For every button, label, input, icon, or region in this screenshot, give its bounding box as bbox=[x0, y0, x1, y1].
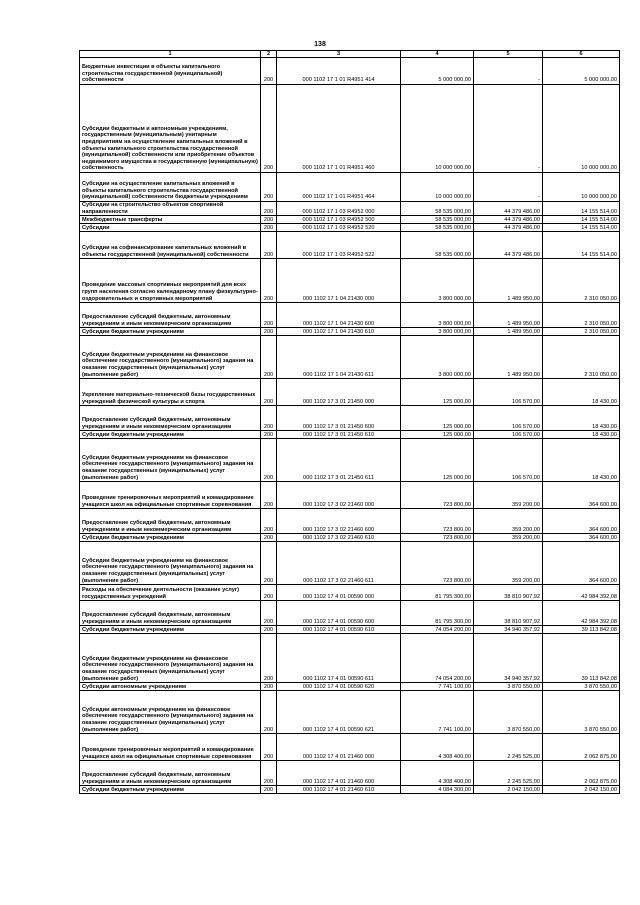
row-approved-amount: 125 000,00 bbox=[401, 439, 474, 482]
row-executed-amount: 2 042 150,00 bbox=[474, 786, 543, 794]
row-executed-amount: 1 489 950,00 bbox=[474, 259, 543, 303]
row-line-code: 200 bbox=[261, 585, 277, 601]
row-unexecuted-amount: 364 600,00 bbox=[543, 482, 620, 509]
row-unexecuted-amount: 18 430,00 bbox=[543, 439, 620, 482]
row-approved-amount: 7 741 100,00 bbox=[401, 683, 474, 691]
row-classification-code: 000 1102 17 4 01 21460 610 bbox=[277, 786, 401, 794]
row-line-code: 200 bbox=[261, 224, 277, 232]
row-line-code: 200 bbox=[261, 509, 277, 534]
row-classification-code: 000 1102 17 4 01 00590 621 bbox=[277, 691, 401, 734]
row-name: Субсидии бюджетным и автономным учреждениям, государственным (муниципальным) унитарным предприятиям на осуществление капитальных вложений в объекты капитального строительства государственной (муниципальной) собственности или приобретение объектов недвижимого имущества в государственную (муниципальную) собственность bbox=[80, 85, 261, 173]
row-name: Субсидии бюджетным учреждениям на финансовое обеспечение государственного (муниципального) задания на оказание государственных (муниципальных) услуг (выполнение работ) bbox=[80, 542, 261, 585]
row-classification-code: 000 1102 17 4 01 00590 000 bbox=[277, 585, 401, 601]
row-unexecuted-amount: 14 155 514,00 bbox=[543, 202, 620, 216]
row-name: Укрепление материально-технической базы государственных учреждений физической культуры и спорта bbox=[80, 379, 261, 406]
row-unexecuted-amount: 364 600,00 bbox=[543, 534, 620, 542]
table-row bbox=[80, 585, 620, 601]
row-line-code: 200 bbox=[261, 379, 277, 406]
row-executed-amount: 2 245 525,00 bbox=[474, 761, 543, 786]
row-classification-code: 000 1102 17 3 02 21460 610 bbox=[277, 534, 401, 542]
row-executed-amount: 44 379 486,00 bbox=[474, 216, 543, 224]
row-line-code: 200 bbox=[261, 336, 277, 379]
row-executed-amount: 34 940 357,92 bbox=[474, 634, 543, 683]
row-classification-code: 000 1102 17 4 01 00590 611 bbox=[277, 634, 401, 683]
row-name: Субсидии бюджетным учреждениям bbox=[80, 786, 261, 794]
row-approved-amount: 7 741 100,00 bbox=[401, 691, 474, 734]
row-name: Проведение массовых спортивных мероприятий для всех групп населения согласно календарному плану физкультурно-оздоровительных и спортивных мероприятий bbox=[80, 259, 261, 303]
row-unexecuted-amount: 3 870 550,00 bbox=[543, 683, 620, 691]
row-approved-amount: 125 000,00 bbox=[401, 379, 474, 406]
row-unexecuted-amount: 18 430,00 bbox=[543, 379, 620, 406]
row-executed-amount: 359 200,00 bbox=[474, 542, 543, 585]
row-line-code: 200 bbox=[261, 259, 277, 303]
row-name: Субсидии bbox=[80, 224, 261, 232]
row-name: Субсидии бюджетным учреждениям bbox=[80, 626, 261, 634]
header-col-3: 3 bbox=[277, 51, 401, 58]
row-name: Проведение тренировочных мероприятий и командирование учащихся школ на официальные спортивные соревнования bbox=[80, 482, 261, 509]
row-line-code: 200 bbox=[261, 601, 277, 626]
row-name: Расходы на обеспечение деятельности (оказание услуг) государственных учреждений bbox=[80, 585, 261, 601]
row-classification-code: 000 1102 17 1 01 R4951 464 bbox=[277, 173, 401, 202]
row-executed-amount: 38 810 907,92 bbox=[474, 585, 543, 601]
row-unexecuted-amount: 39 113 842,08 bbox=[543, 634, 620, 683]
row-name: Субсидии бюджетным учреждениям на финансовое обеспечение государственного (муниципального) задания на оказание государственных (муниципальных) услуг (выполнение работ) bbox=[80, 634, 261, 683]
row-approved-amount: 4 308 400,00 bbox=[401, 761, 474, 786]
table-row bbox=[80, 542, 620, 585]
row-unexecuted-amount: 364 600,00 bbox=[543, 542, 620, 585]
row-name: Бюджетные инвестиции в объекты капитального строительства государственной (муниципальной) собственности bbox=[80, 58, 261, 85]
table-row bbox=[80, 626, 620, 634]
table-row bbox=[80, 734, 620, 761]
row-line-code: 200 bbox=[261, 482, 277, 509]
table-row bbox=[80, 216, 620, 224]
row-name: Субсидии бюджетным учреждениям на финансовое обеспечение государственного (муниципального) задания на оказание государственных (муниципальных) услуг (выполнение работ) bbox=[80, 439, 261, 482]
table-row bbox=[80, 259, 620, 303]
row-classification-code: 000 1102 17 4 01 00590 610 bbox=[277, 626, 401, 634]
row-line-code: 200 bbox=[261, 328, 277, 336]
row-approved-amount: 74 054 200,00 bbox=[401, 626, 474, 634]
row-name: Субсидии автономным учреждениям на финансовое обеспечение государственного (муниципального) задания на оказание государственных (муниципальных) услуг (выполнение работ) bbox=[80, 691, 261, 734]
row-executed-amount: 38 810 907,92 bbox=[474, 601, 543, 626]
row-classification-code: 000 1102 17 3 02 21460 000 bbox=[277, 482, 401, 509]
header-col-2: 2 bbox=[261, 51, 277, 58]
row-name: Предоставление субсидий бюджетным, автономным учреждениям и иным некоммерческим организациям bbox=[80, 761, 261, 786]
table-row bbox=[80, 173, 620, 202]
row-classification-code: 000 1102 17 3 02 21460 600 bbox=[277, 509, 401, 534]
row-approved-amount: 58 535 000,00 bbox=[401, 216, 474, 224]
table-row bbox=[80, 224, 620, 232]
table-row bbox=[80, 534, 620, 542]
row-unexecuted-amount: 10 000 000,00 bbox=[543, 85, 620, 173]
table-row bbox=[80, 303, 620, 328]
row-unexecuted-amount: 42 984 392,08 bbox=[543, 601, 620, 626]
row-line-code: 200 bbox=[261, 431, 277, 439]
table-row bbox=[80, 85, 620, 173]
row-approved-amount: 4 084 300,00 bbox=[401, 786, 474, 794]
row-classification-code: 000 1102 17 1 04 21430 610 bbox=[277, 328, 401, 336]
row-executed-amount: 44 379 486,00 bbox=[474, 202, 543, 216]
row-approved-amount: 723 800,00 bbox=[401, 542, 474, 585]
row-approved-amount: 5 000 000,00 bbox=[401, 58, 474, 85]
row-executed-amount: 44 379 486,00 bbox=[474, 224, 543, 232]
row-executed-amount: - bbox=[474, 173, 543, 202]
table-header-row bbox=[80, 51, 620, 58]
row-approved-amount: 10 000 000,00 bbox=[401, 173, 474, 202]
row-classification-code: 000 1102 17 1 01 R4951 414 bbox=[277, 58, 401, 85]
row-name: Межбюджетные трансферты bbox=[80, 216, 261, 224]
row-classification-code: 000 1102 17 1 04 21430 611 bbox=[277, 336, 401, 379]
row-line-code: 200 bbox=[261, 683, 277, 691]
table-row bbox=[80, 431, 620, 439]
row-unexecuted-amount: 39 113 842,08 bbox=[543, 626, 620, 634]
row-unexecuted-amount: 2 042 150,00 bbox=[543, 786, 620, 794]
table-row bbox=[80, 683, 620, 691]
row-name: Проведение тренировочных мероприятий и командирование учащихся школ на официальные спортивные соревнования bbox=[80, 734, 261, 761]
row-executed-amount: 106 570,00 bbox=[474, 406, 543, 431]
row-unexecuted-amount: 2 062 875,00 bbox=[543, 761, 620, 786]
row-unexecuted-amount: 2 062 875,00 bbox=[543, 734, 620, 761]
row-approved-amount: 58 535 000,00 bbox=[401, 232, 474, 259]
table-row bbox=[80, 202, 620, 216]
row-name: Предоставление субсидий бюджетным, автономным учреждениям и иным некоммерческим организациям bbox=[80, 509, 261, 534]
row-unexecuted-amount: 18 430,00 bbox=[543, 406, 620, 431]
row-name: Субсидии на осуществление капитальных вложений в объекты капитального строительства государственной (муниципальной) собственности бюджетным учреждениям bbox=[80, 173, 261, 202]
row-executed-amount: 44 379 486,00 bbox=[474, 232, 543, 259]
row-name: Субсидии автономным учреждениям bbox=[80, 683, 261, 691]
row-line-code: 200 bbox=[261, 691, 277, 734]
row-line-code: 200 bbox=[261, 734, 277, 761]
row-executed-amount: - bbox=[474, 85, 543, 173]
row-approved-amount: 3 800 000,00 bbox=[401, 328, 474, 336]
row-classification-code: 000 1102 17 3 01 21450 610 bbox=[277, 431, 401, 439]
row-classification-code: 000 1102 17 1 03 R4952 000 bbox=[277, 202, 401, 216]
row-unexecuted-amount: 18 430,00 bbox=[543, 431, 620, 439]
row-line-code: 200 bbox=[261, 173, 277, 202]
table-row bbox=[80, 691, 620, 734]
row-classification-code: 000 1102 17 1 03 R4952 522 bbox=[277, 232, 401, 259]
row-executed-amount: 359 200,00 bbox=[474, 482, 543, 509]
row-classification-code: 000 1102 17 1 01 R4951 460 bbox=[277, 85, 401, 173]
row-approved-amount: 723 800,00 bbox=[401, 534, 474, 542]
row-line-code: 200 bbox=[261, 202, 277, 216]
table-row bbox=[80, 439, 620, 482]
table-row bbox=[80, 58, 620, 85]
row-line-code: 200 bbox=[261, 232, 277, 259]
row-unexecuted-amount: 5 000 000,00 bbox=[543, 58, 620, 85]
row-classification-code: 000 1102 17 1 04 21430 000 bbox=[277, 259, 401, 303]
row-classification-code: 000 1102 17 4 01 00590 600 bbox=[277, 601, 401, 626]
row-executed-amount: - bbox=[474, 58, 543, 85]
row-line-code: 200 bbox=[261, 534, 277, 542]
row-approved-amount: 58 535 000,00 bbox=[401, 202, 474, 216]
row-classification-code: 000 1102 17 3 01 21450 600 bbox=[277, 406, 401, 431]
row-executed-amount: 1 489 950,00 bbox=[474, 328, 543, 336]
row-approved-amount: 3 800 000,00 bbox=[401, 259, 474, 303]
row-classification-code: 000 1102 17 4 01 00590 620 bbox=[277, 683, 401, 691]
table-row bbox=[80, 634, 620, 683]
table-row bbox=[80, 406, 620, 431]
row-line-code: 200 bbox=[261, 303, 277, 328]
row-approved-amount: 81 795 300,00 bbox=[401, 601, 474, 626]
row-name: Субсидии бюджетным учреждениям bbox=[80, 328, 261, 336]
row-approved-amount: 125 000,00 bbox=[401, 431, 474, 439]
row-executed-amount: 106 570,00 bbox=[474, 379, 543, 406]
row-unexecuted-amount: 2 310 050,00 bbox=[543, 336, 620, 379]
row-unexecuted-amount: 2 310 050,00 bbox=[543, 328, 620, 336]
row-classification-code: 000 1102 17 4 01 21460 000 bbox=[277, 734, 401, 761]
row-approved-amount: 74 054 200,00 bbox=[401, 634, 474, 683]
row-approved-amount: 3 800 000,00 bbox=[401, 303, 474, 328]
budget-execution-table bbox=[79, 50, 620, 794]
table-row bbox=[80, 482, 620, 509]
row-line-code: 200 bbox=[261, 216, 277, 224]
row-executed-amount: 3 870 550,00 bbox=[474, 683, 543, 691]
row-approved-amount: 723 800,00 bbox=[401, 509, 474, 534]
row-unexecuted-amount: 14 155 514,00 bbox=[543, 216, 620, 224]
row-approved-amount: 125 000,00 bbox=[401, 406, 474, 431]
row-name: Субсидии бюджетным учреждениям bbox=[80, 431, 261, 439]
row-executed-amount: 2 245 525,00 bbox=[474, 734, 543, 761]
row-unexecuted-amount: 10 000 000,00 bbox=[543, 173, 620, 202]
row-name: Предоставление субсидий бюджетным, автономным учреждениям и иным некоммерческим организациям bbox=[80, 601, 261, 626]
row-classification-code: 000 1102 17 1 03 R4952 520 bbox=[277, 224, 401, 232]
row-line-code: 200 bbox=[261, 85, 277, 173]
row-unexecuted-amount: 14 155 514,00 bbox=[543, 224, 620, 232]
row-name: Субсидии бюджетным учреждениям на финансовое обеспечение государственного (муниципального) задания на оказание государственных (муниципальных) услуг (выполнение работ) bbox=[80, 336, 261, 379]
table-row bbox=[80, 379, 620, 406]
row-unexecuted-amount: 14 155 514,00 bbox=[543, 232, 620, 259]
row-line-code: 200 bbox=[261, 786, 277, 794]
row-line-code: 200 bbox=[261, 634, 277, 683]
row-unexecuted-amount: 42 984 392,08 bbox=[543, 585, 620, 601]
row-executed-amount: 106 570,00 bbox=[474, 431, 543, 439]
row-classification-code: 000 1102 17 1 03 R4952 500 bbox=[277, 216, 401, 224]
row-executed-amount: 359 200,00 bbox=[474, 509, 543, 534]
header-col-5: 5 bbox=[474, 51, 543, 58]
row-classification-code: 000 1102 17 3 01 21450 611 bbox=[277, 439, 401, 482]
row-classification-code: 000 1102 17 3 02 21460 611 bbox=[277, 542, 401, 585]
row-executed-amount: 3 870 550,00 bbox=[474, 691, 543, 734]
header-col-6: 6 bbox=[543, 51, 620, 58]
row-name: Субсидии на строительство объектов спортивной направленности bbox=[80, 202, 261, 216]
row-executed-amount: 1 489 950,00 bbox=[474, 303, 543, 328]
row-classification-code: 000 1102 17 3 01 21450 000 bbox=[277, 379, 401, 406]
row-unexecuted-amount: 2 310 050,00 bbox=[543, 259, 620, 303]
row-unexecuted-amount: 364 600,00 bbox=[543, 509, 620, 534]
table-row bbox=[80, 761, 620, 786]
row-approved-amount: 58 535 000,00 bbox=[401, 224, 474, 232]
row-classification-code: 000 1102 17 1 04 21430 600 bbox=[277, 303, 401, 328]
table-row bbox=[80, 232, 620, 259]
row-line-code: 200 bbox=[261, 761, 277, 786]
row-name: Предоставление субсидий бюджетным, автономным учреждениям и иным некоммерческим организациям bbox=[80, 406, 261, 431]
table-row bbox=[80, 328, 620, 336]
header-col-1: 1 bbox=[80, 51, 261, 58]
table-row bbox=[80, 786, 620, 794]
header-col-4: 4 bbox=[401, 51, 474, 58]
row-approved-amount: 10 000 000,00 bbox=[401, 85, 474, 173]
row-executed-amount: 106 570,00 bbox=[474, 439, 543, 482]
row-unexecuted-amount: 3 870 550,00 bbox=[543, 691, 620, 734]
row-approved-amount: 723 800,00 bbox=[401, 482, 474, 509]
row-approved-amount: 4 308 400,00 bbox=[401, 734, 474, 761]
row-executed-amount: 359 200,00 bbox=[474, 534, 543, 542]
row-approved-amount: 3 800 000,00 bbox=[401, 336, 474, 379]
row-executed-amount: 1 489 950,00 bbox=[474, 336, 543, 379]
row-line-code: 200 bbox=[261, 406, 277, 431]
row-approved-amount: 81 795 300,00 bbox=[401, 585, 474, 601]
row-name: Предоставление субсидий бюджетным, автономным учреждениям и иным некоммерческим организациям bbox=[80, 303, 261, 328]
row-classification-code: 000 1102 17 4 01 21460 600 bbox=[277, 761, 401, 786]
row-line-code: 200 bbox=[261, 626, 277, 634]
row-line-code: 200 bbox=[261, 58, 277, 85]
row-line-code: 200 bbox=[261, 439, 277, 482]
row-executed-amount: 34 940 357,92 bbox=[474, 626, 543, 634]
row-unexecuted-amount: 2 310 050,00 bbox=[543, 303, 620, 328]
row-line-code: 200 bbox=[261, 542, 277, 585]
table-row bbox=[80, 601, 620, 626]
row-name: Субсидии бюджетным учреждениям bbox=[80, 534, 261, 542]
table-row bbox=[80, 509, 620, 534]
row-name: Субсидии на софинансирование капитальных вложений в объекты государственной (муниципальной) собственности bbox=[80, 232, 261, 259]
table-row bbox=[80, 336, 620, 379]
page-number: 138 bbox=[314, 41, 326, 48]
